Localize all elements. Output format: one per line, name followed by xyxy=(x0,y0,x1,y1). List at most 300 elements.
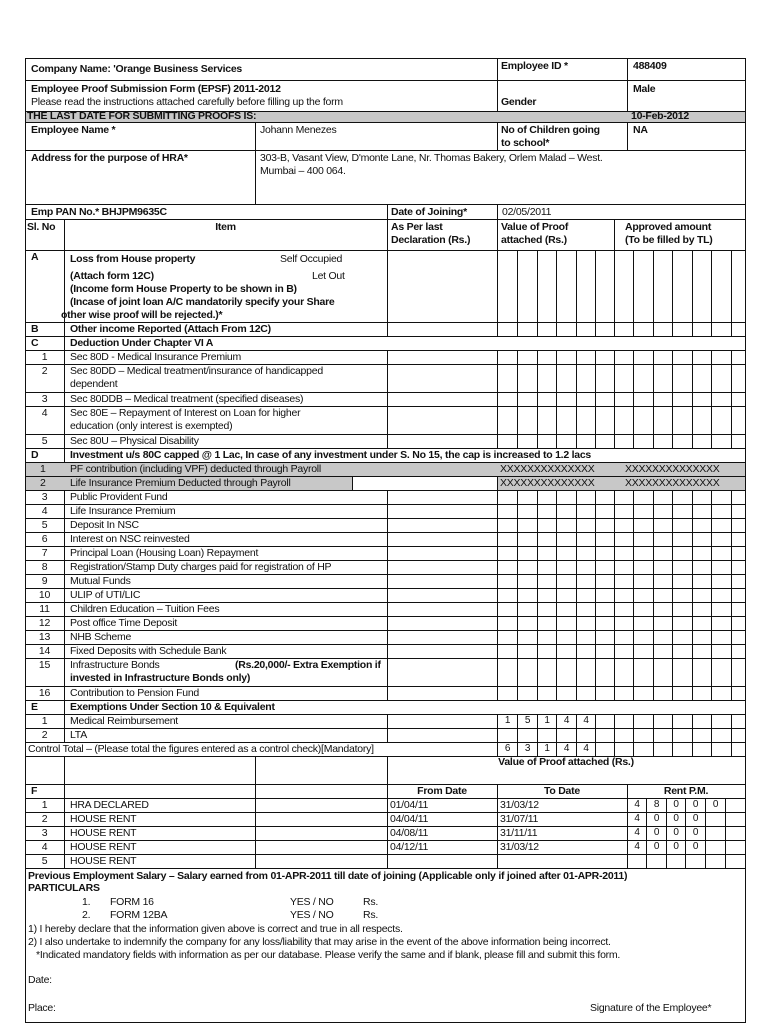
approved-amount-digit-box[interactable] xyxy=(731,490,746,505)
approved-amount-digit-box[interactable] xyxy=(614,644,634,659)
approved-amount-digit-box[interactable] xyxy=(614,532,634,547)
value-of-proof-digit-box[interactable] xyxy=(576,546,596,561)
rent-digit-box[interactable] xyxy=(705,854,726,869)
value-of-proof-digit-box[interactable] xyxy=(576,434,596,449)
value-of-proof-digit-box[interactable] xyxy=(497,630,518,645)
value-of-proof-digit-box[interactable] xyxy=(576,686,596,701)
value-of-proof-digit-box[interactable] xyxy=(537,250,557,323)
value-of-proof-digit-box[interactable] xyxy=(556,602,577,617)
value-of-proof-digit-box[interactable] xyxy=(517,406,538,435)
approved-amount-digit-box[interactable] xyxy=(711,588,732,603)
value-of-proof-digit-box[interactable] xyxy=(517,546,538,561)
approved-amount-digit-box[interactable] xyxy=(672,350,693,365)
value-of-proof-digit-box[interactable] xyxy=(556,644,577,659)
approved-amount-digit-box[interactable] xyxy=(731,518,746,533)
approved-amount-digit-box[interactable] xyxy=(672,728,693,743)
value-of-proof-digit-box[interactable] xyxy=(517,714,538,729)
approved-amount-digit-box[interactable] xyxy=(633,504,654,519)
approved-amount-digit-box[interactable] xyxy=(614,616,634,631)
approved-amount-digit-box[interactable] xyxy=(653,504,673,519)
value-of-proof-digit-box[interactable] xyxy=(556,250,577,323)
f-row-extra[interactable] xyxy=(255,854,388,869)
value-of-proof-digit-box[interactable] xyxy=(537,406,557,435)
approved-amount-digit-box[interactable] xyxy=(731,588,746,603)
value-of-proof-digit-box[interactable] xyxy=(595,658,615,687)
approved-amount-digit-box[interactable] xyxy=(653,392,673,407)
approved-amount-digit-box[interactable] xyxy=(653,518,673,533)
approved-amount-digit-box[interactable] xyxy=(633,602,654,617)
value-of-proof-digit-box[interactable] xyxy=(556,658,577,687)
approved-amount-digit-box[interactable] xyxy=(653,686,673,701)
approved-amount-digit-box[interactable] xyxy=(614,728,634,743)
approved-amount-digit-box[interactable] xyxy=(633,742,654,757)
approved-amount-digit-box[interactable] xyxy=(731,602,746,617)
approved-amount-digit-box[interactable] xyxy=(653,658,673,687)
approved-amount-digit-box[interactable] xyxy=(614,658,634,687)
approved-amount-digit-box[interactable] xyxy=(633,364,654,393)
approved-amount-digit-box[interactable] xyxy=(614,434,634,449)
approved-amount-digit-box[interactable] xyxy=(614,560,634,575)
rent-digit-box[interactable] xyxy=(646,840,667,855)
approved-amount-digit-box[interactable] xyxy=(614,490,634,505)
rent-digit-box[interactable] xyxy=(685,854,706,869)
approved-amount-digit-box[interactable] xyxy=(692,616,712,631)
rent-digit-box[interactable] xyxy=(705,812,726,827)
approved-amount-digit-box[interactable] xyxy=(711,644,732,659)
approved-amount-digit-box[interactable] xyxy=(653,546,673,561)
value-of-proof-digit-box[interactable] xyxy=(576,490,596,505)
approved-amount-digit-box[interactable] xyxy=(692,686,712,701)
rent-digit-box[interactable] xyxy=(627,826,647,841)
value-of-proof-digit-box[interactable] xyxy=(537,644,557,659)
value-of-proof-digit-box[interactable] xyxy=(595,630,615,645)
rent-digit-box[interactable] xyxy=(646,826,667,841)
as-per-last-cell[interactable] xyxy=(387,728,498,743)
approved-amount-digit-box[interactable] xyxy=(653,714,673,729)
approved-amount-digit-box[interactable] xyxy=(692,630,712,645)
as-per-last-cell[interactable] xyxy=(387,658,498,687)
rent-digit-box[interactable] xyxy=(627,812,647,827)
value-of-proof-digit-box[interactable] xyxy=(537,434,557,449)
as-per-last-cell[interactable] xyxy=(387,518,498,533)
approved-amount-digit-box[interactable] xyxy=(672,364,693,393)
rent-digit-box[interactable] xyxy=(725,840,746,855)
as-per-last-cell[interactable] xyxy=(387,392,498,407)
approved-amount-digit-box[interactable] xyxy=(672,630,693,645)
approved-amount-digit-box[interactable] xyxy=(633,546,654,561)
value-of-proof-digit-box[interactable] xyxy=(595,588,615,603)
approved-amount-digit-box[interactable] xyxy=(692,588,712,603)
value-of-proof-digit-box[interactable] xyxy=(576,630,596,645)
f-row-extra[interactable] xyxy=(255,840,388,855)
approved-amount-digit-box[interactable] xyxy=(731,644,746,659)
value-of-proof-digit-box[interactable] xyxy=(497,574,518,589)
approved-amount-digit-box[interactable] xyxy=(672,560,693,575)
value-of-proof-digit-box[interactable] xyxy=(556,560,577,575)
value-of-proof-digit-box[interactable] xyxy=(537,560,557,575)
approved-amount-digit-box[interactable] xyxy=(653,574,673,589)
approved-amount-digit-box[interactable] xyxy=(711,546,732,561)
value-of-proof-digit-box[interactable] xyxy=(537,574,557,589)
approved-amount-digit-box[interactable] xyxy=(633,434,654,449)
value-of-proof-digit-box[interactable] xyxy=(517,630,538,645)
approved-amount-digit-box[interactable] xyxy=(633,574,654,589)
approved-amount-digit-box[interactable] xyxy=(711,504,732,519)
rent-digit-box[interactable] xyxy=(705,840,726,855)
value-of-proof-digit-box[interactable] xyxy=(517,574,538,589)
value-of-proof-digit-box[interactable] xyxy=(576,658,596,687)
value-of-proof-digit-box[interactable] xyxy=(576,588,596,603)
approved-amount-digit-box[interactable] xyxy=(614,588,634,603)
value-of-proof-digit-box[interactable] xyxy=(556,728,577,743)
value-of-proof-digit-box[interactable] xyxy=(537,322,557,337)
approved-amount-digit-box[interactable] xyxy=(633,392,654,407)
value-of-proof-digit-box[interactable] xyxy=(595,560,615,575)
value-of-proof-digit-box[interactable] xyxy=(576,392,596,407)
approved-amount-digit-box[interactable] xyxy=(614,406,634,435)
value-of-proof-digit-box[interactable] xyxy=(537,546,557,561)
value-of-proof-digit-box[interactable] xyxy=(556,392,577,407)
value-of-proof-digit-box[interactable] xyxy=(497,250,518,323)
approved-amount-digit-box[interactable] xyxy=(692,350,712,365)
value-of-proof-digit-box[interactable] xyxy=(556,364,577,393)
approved-amount-digit-box[interactable] xyxy=(633,616,654,631)
value-of-proof-digit-box[interactable] xyxy=(497,406,518,435)
value-of-proof-digit-box[interactable] xyxy=(556,574,577,589)
value-of-proof-digit-box[interactable] xyxy=(497,322,518,337)
approved-amount-digit-box[interactable] xyxy=(692,364,712,393)
rent-digit-box[interactable] xyxy=(685,798,706,813)
value-of-proof-digit-box[interactable] xyxy=(595,714,615,729)
approved-amount-digit-box[interactable] xyxy=(711,518,732,533)
approved-amount-digit-box[interactable] xyxy=(672,406,693,435)
value-of-proof-digit-box[interactable] xyxy=(595,574,615,589)
approved-amount-digit-box[interactable] xyxy=(672,714,693,729)
as-per-last-cell[interactable] xyxy=(387,616,498,631)
as-per-last-cell[interactable] xyxy=(387,434,498,449)
value-of-proof-digit-box[interactable] xyxy=(537,658,557,687)
rent-digit-box[interactable] xyxy=(627,840,647,855)
approved-amount-digit-box[interactable] xyxy=(633,532,654,547)
approved-amount-digit-box[interactable] xyxy=(731,532,746,547)
value-of-proof-digit-box[interactable] xyxy=(497,742,518,757)
approved-amount-digit-box[interactable] xyxy=(711,322,732,337)
approved-amount-digit-box[interactable] xyxy=(633,658,654,687)
value-of-proof-digit-box[interactable] xyxy=(497,532,518,547)
approved-amount-digit-box[interactable] xyxy=(672,392,693,407)
as-per-last-cell[interactable] xyxy=(387,504,498,519)
approved-amount-digit-box[interactable] xyxy=(672,490,693,505)
f-row-extra[interactable] xyxy=(255,826,388,841)
approved-amount-digit-box[interactable] xyxy=(711,250,732,323)
approved-amount-digit-box[interactable] xyxy=(692,560,712,575)
approved-amount-digit-box[interactable] xyxy=(672,532,693,547)
approved-amount-digit-box[interactable] xyxy=(672,322,693,337)
value-of-proof-digit-box[interactable] xyxy=(497,490,518,505)
value-of-proof-digit-box[interactable] xyxy=(576,250,596,323)
approved-amount-digit-box[interactable] xyxy=(711,658,732,687)
approved-amount-digit-box[interactable] xyxy=(731,630,746,645)
approved-amount-digit-box[interactable] xyxy=(633,560,654,575)
value-of-proof-digit-box[interactable] xyxy=(576,350,596,365)
approved-amount-digit-box[interactable] xyxy=(672,644,693,659)
approved-amount-digit-box[interactable] xyxy=(653,588,673,603)
approved-amount-digit-box[interactable] xyxy=(731,504,746,519)
value-of-proof-digit-box[interactable] xyxy=(595,546,615,561)
rent-digit-box[interactable] xyxy=(646,812,667,827)
value-of-proof-digit-box[interactable] xyxy=(517,616,538,631)
approved-amount-digit-box[interactable] xyxy=(711,602,732,617)
value-of-proof-digit-box[interactable] xyxy=(517,560,538,575)
value-of-proof-digit-box[interactable] xyxy=(595,406,615,435)
as-per-last-cell[interactable] xyxy=(387,574,498,589)
approved-amount-digit-box[interactable] xyxy=(614,602,634,617)
value-of-proof-digit-box[interactable] xyxy=(576,742,596,757)
approved-amount-digit-box[interactable] xyxy=(711,616,732,631)
approved-amount-digit-box[interactable] xyxy=(633,250,654,323)
value-of-proof-digit-box[interactable] xyxy=(517,728,538,743)
value-of-proof-digit-box[interactable] xyxy=(556,588,577,603)
approved-amount-digit-box[interactable] xyxy=(633,350,654,365)
value-of-proof-digit-box[interactable] xyxy=(517,322,538,337)
approved-amount-digit-box[interactable] xyxy=(692,392,712,407)
approved-amount-digit-box[interactable] xyxy=(731,406,746,435)
value-of-proof-digit-box[interactable] xyxy=(556,742,577,757)
as-per-last-cell[interactable] xyxy=(387,406,498,435)
value-of-proof-digit-box[interactable] xyxy=(595,518,615,533)
approved-amount-digit-box[interactable] xyxy=(731,392,746,407)
approved-amount-digit-box[interactable] xyxy=(672,434,693,449)
value-of-proof-digit-box[interactable] xyxy=(517,518,538,533)
value-of-proof-digit-box[interactable] xyxy=(517,686,538,701)
value-of-proof-digit-box[interactable] xyxy=(517,364,538,393)
as-per-last-cell[interactable] xyxy=(352,476,498,491)
approved-amount-digit-box[interactable] xyxy=(653,434,673,449)
rent-digit-box[interactable] xyxy=(627,798,647,813)
approved-amount-digit-box[interactable] xyxy=(731,250,746,323)
approved-amount-digit-box[interactable] xyxy=(633,630,654,645)
value-of-proof-digit-box[interactable] xyxy=(576,364,596,393)
value-of-proof-digit-box[interactable] xyxy=(556,490,577,505)
approved-amount-digit-box[interactable] xyxy=(614,574,634,589)
approved-amount-digit-box[interactable] xyxy=(633,644,654,659)
value-of-proof-digit-box[interactable] xyxy=(576,574,596,589)
approved-amount-digit-box[interactable] xyxy=(692,504,712,519)
value-of-proof-digit-box[interactable] xyxy=(517,350,538,365)
approved-amount-digit-box[interactable] xyxy=(614,392,634,407)
approved-amount-digit-box[interactable] xyxy=(692,250,712,323)
approved-amount-digit-box[interactable] xyxy=(731,728,746,743)
rent-digit-box[interactable] xyxy=(725,854,746,869)
approved-amount-digit-box[interactable] xyxy=(653,532,673,547)
value-of-proof-digit-box[interactable] xyxy=(556,518,577,533)
as-per-last-cell[interactable] xyxy=(387,490,498,505)
yes-no-option[interactable]: YES / NO xyxy=(290,909,334,921)
approved-amount-digit-box[interactable] xyxy=(614,364,634,393)
approved-amount-digit-box[interactable] xyxy=(614,686,634,701)
as-per-last-cell[interactable] xyxy=(387,602,498,617)
approved-amount-digit-box[interactable] xyxy=(633,728,654,743)
approved-amount-digit-box[interactable] xyxy=(731,686,746,701)
approved-amount-digit-box[interactable] xyxy=(731,742,746,757)
value-of-proof-digit-box[interactable] xyxy=(497,602,518,617)
value-of-proof-digit-box[interactable] xyxy=(497,392,518,407)
approved-amount-digit-box[interactable] xyxy=(711,686,732,701)
as-per-last-cell[interactable] xyxy=(387,364,498,393)
rent-digit-box[interactable] xyxy=(666,798,686,813)
rent-digit-box[interactable] xyxy=(666,826,686,841)
approved-amount-digit-box[interactable] xyxy=(633,588,654,603)
as-per-last-cell[interactable] xyxy=(387,546,498,561)
approved-amount-digit-box[interactable] xyxy=(731,364,746,393)
approved-amount-digit-box[interactable] xyxy=(692,434,712,449)
approved-amount-digit-box[interactable] xyxy=(672,686,693,701)
f-row-extra[interactable] xyxy=(255,812,388,827)
approved-amount-digit-box[interactable] xyxy=(711,532,732,547)
approved-amount-digit-box[interactable] xyxy=(711,728,732,743)
value-of-proof-digit-box[interactable] xyxy=(517,602,538,617)
to-date-cell[interactable] xyxy=(497,854,628,869)
value-of-proof-digit-box[interactable] xyxy=(537,490,557,505)
approved-amount-digit-box[interactable] xyxy=(653,742,673,757)
approved-amount-digit-box[interactable] xyxy=(672,658,693,687)
approved-amount-digit-box[interactable] xyxy=(614,714,634,729)
approved-amount-digit-box[interactable] xyxy=(731,322,746,337)
value-of-proof-digit-box[interactable] xyxy=(497,588,518,603)
approved-amount-digit-box[interactable] xyxy=(672,504,693,519)
value-of-proof-digit-box[interactable] xyxy=(497,350,518,365)
value-of-proof-digit-box[interactable] xyxy=(595,602,615,617)
value-of-proof-digit-box[interactable] xyxy=(576,644,596,659)
approved-amount-digit-box[interactable] xyxy=(711,392,732,407)
value-of-proof-digit-box[interactable] xyxy=(537,630,557,645)
value-of-proof-digit-box[interactable] xyxy=(537,616,557,631)
value-of-proof-digit-box[interactable] xyxy=(556,350,577,365)
value-of-proof-digit-box[interactable] xyxy=(556,504,577,519)
value-of-proof-digit-box[interactable] xyxy=(497,560,518,575)
approved-amount-digit-box[interactable] xyxy=(633,322,654,337)
approved-amount-digit-box[interactable] xyxy=(731,350,746,365)
approved-amount-digit-box[interactable] xyxy=(672,546,693,561)
approved-amount-digit-box[interactable] xyxy=(633,714,654,729)
approved-amount-digit-box[interactable] xyxy=(672,602,693,617)
value-of-proof-digit-box[interactable] xyxy=(556,406,577,435)
approved-amount-digit-box[interactable] xyxy=(672,742,693,757)
value-of-proof-digit-box[interactable] xyxy=(497,616,518,631)
approved-amount-digit-box[interactable] xyxy=(692,742,712,757)
approved-amount-digit-box[interactable] xyxy=(731,658,746,687)
value-of-proof-digit-box[interactable] xyxy=(517,644,538,659)
as-per-last-cell[interactable] xyxy=(387,630,498,645)
approved-amount-digit-box[interactable] xyxy=(692,574,712,589)
yes-no-option[interactable]: YES / NO xyxy=(290,896,334,908)
value-of-proof-digit-box[interactable] xyxy=(497,686,518,701)
approved-amount-digit-box[interactable] xyxy=(711,574,732,589)
approved-amount-digit-box[interactable] xyxy=(692,518,712,533)
approved-amount-digit-box[interactable] xyxy=(653,364,673,393)
approved-amount-digit-box[interactable] xyxy=(672,588,693,603)
value-of-proof-digit-box[interactable] xyxy=(517,490,538,505)
value-of-proof-digit-box[interactable] xyxy=(517,392,538,407)
approved-amount-digit-box[interactable] xyxy=(672,616,693,631)
as-per-last-cell[interactable] xyxy=(387,560,498,575)
value-of-proof-digit-box[interactable] xyxy=(595,644,615,659)
value-of-proof-digit-box[interactable] xyxy=(537,532,557,547)
f-row-extra[interactable] xyxy=(255,798,388,813)
value-of-proof-digit-box[interactable] xyxy=(537,588,557,603)
value-of-proof-digit-box[interactable] xyxy=(576,406,596,435)
value-of-proof-digit-box[interactable] xyxy=(576,602,596,617)
rent-digit-box[interactable] xyxy=(646,798,667,813)
value-of-proof-digit-box[interactable] xyxy=(595,504,615,519)
approved-amount-digit-box[interactable] xyxy=(731,714,746,729)
value-of-proof-digit-box[interactable] xyxy=(595,434,615,449)
value-of-proof-digit-box[interactable] xyxy=(537,504,557,519)
approved-amount-digit-box[interactable] xyxy=(711,630,732,645)
value-of-proof-digit-box[interactable] xyxy=(556,546,577,561)
value-of-proof-digit-box[interactable] xyxy=(556,616,577,631)
approved-amount-digit-box[interactable] xyxy=(692,658,712,687)
rent-digit-box[interactable] xyxy=(725,826,746,841)
rent-digit-box[interactable] xyxy=(685,812,706,827)
approved-amount-digit-box[interactable] xyxy=(614,350,634,365)
approved-amount-digit-box[interactable] xyxy=(672,518,693,533)
value-of-proof-digit-box[interactable] xyxy=(595,250,615,323)
approved-amount-digit-box[interactable] xyxy=(692,644,712,659)
rent-digit-box[interactable] xyxy=(627,854,647,869)
section-a-as-per-last[interactable] xyxy=(387,250,498,323)
approved-amount-digit-box[interactable] xyxy=(711,350,732,365)
approved-amount-digit-box[interactable] xyxy=(731,546,746,561)
value-of-proof-digit-box[interactable] xyxy=(576,518,596,533)
value-of-proof-digit-box[interactable] xyxy=(537,392,557,407)
approved-amount-digit-box[interactable] xyxy=(692,490,712,505)
from-date-cell[interactable] xyxy=(387,854,498,869)
approved-amount-digit-box[interactable] xyxy=(653,560,673,575)
value-of-proof-digit-box[interactable] xyxy=(595,322,615,337)
approved-amount-digit-box[interactable] xyxy=(692,546,712,561)
rent-digit-box[interactable] xyxy=(685,840,706,855)
rent-digit-box[interactable] xyxy=(666,854,686,869)
approved-amount-digit-box[interactable] xyxy=(711,742,732,757)
approved-amount-digit-box[interactable] xyxy=(692,602,712,617)
value-of-proof-digit-box[interactable] xyxy=(556,434,577,449)
approved-amount-digit-box[interactable] xyxy=(653,406,673,435)
value-of-proof-digit-box[interactable] xyxy=(537,686,557,701)
value-of-proof-digit-box[interactable] xyxy=(537,518,557,533)
approved-amount-digit-box[interactable] xyxy=(633,406,654,435)
value-of-proof-digit-box[interactable] xyxy=(517,250,538,323)
value-of-proof-digit-box[interactable] xyxy=(595,490,615,505)
value-of-proof-digit-box[interactable] xyxy=(595,350,615,365)
value-of-proof-digit-box[interactable] xyxy=(576,532,596,547)
approved-amount-digit-box[interactable] xyxy=(711,406,732,435)
approved-amount-digit-box[interactable] xyxy=(614,518,634,533)
value-of-proof-digit-box[interactable] xyxy=(497,434,518,449)
value-of-proof-digit-box[interactable] xyxy=(556,322,577,337)
approved-amount-digit-box[interactable] xyxy=(711,560,732,575)
approved-amount-digit-box[interactable] xyxy=(633,686,654,701)
value-of-proof-digit-box[interactable] xyxy=(497,504,518,519)
value-of-proof-digit-box[interactable] xyxy=(497,644,518,659)
rent-digit-box[interactable] xyxy=(666,812,686,827)
approved-amount-digit-box[interactable] xyxy=(653,630,673,645)
approved-amount-digit-box[interactable] xyxy=(653,322,673,337)
as-per-last-cell[interactable] xyxy=(387,322,498,337)
approved-amount-digit-box[interactable] xyxy=(672,574,693,589)
value-of-proof-digit-box[interactable] xyxy=(576,616,596,631)
value-of-proof-digit-box[interactable] xyxy=(595,686,615,701)
